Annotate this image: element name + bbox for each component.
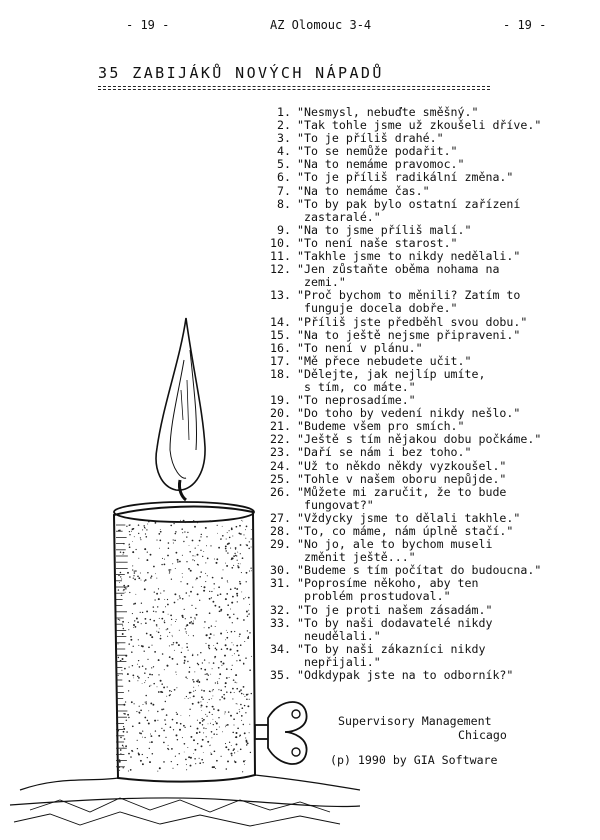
list-item-number: 16.	[270, 340, 291, 355]
copyright-line: (p) 1990 by GIA Software	[330, 753, 498, 767]
list-item-number: 7.	[277, 183, 291, 198]
list-item-text: "To je příliš radikální změna."	[297, 170, 514, 185]
list-item-text: "To neprosadíme."	[297, 393, 416, 408]
list-item-number: 33.	[270, 615, 291, 630]
list-item-number: 31.	[270, 576, 291, 591]
list-item-number: 15.	[270, 327, 291, 342]
list-item-text: "To by naši dodavatelé nikdy	[297, 615, 493, 630]
list-item-text: změnit ještě..."	[297, 550, 416, 565]
list-item-text: "To se nemůže podařit."	[297, 144, 458, 159]
list-item-number: 9.	[277, 222, 291, 237]
list-item-text: "Budeme všem pro smích."	[297, 419, 465, 434]
list-item-text: neudělali."	[297, 628, 381, 643]
page-number-right: - 19 -	[503, 18, 547, 32]
list-item-text: "To není v plánu."	[297, 340, 423, 355]
list-item-number: 13.	[270, 288, 291, 303]
list-item-text: "Tohle v našem oboru nepůjde."	[297, 471, 507, 486]
list-item-text: funguje docela dobře."	[297, 301, 458, 316]
list-item-text: "Takhle jsme to nikdy nedělali."	[297, 249, 521, 264]
list-item-text: "Proč bychom to měnili? Zatím to	[297, 288, 521, 303]
list-item-number: 12.	[270, 262, 291, 277]
list-item-number: 30.	[270, 563, 291, 578]
list-item-text: "To by naši zákazníci nikdy	[297, 641, 486, 656]
list-item-text: "Daří se nám i bez toho."	[297, 445, 472, 460]
list-item-text: "Budeme s tím počítat do budoucna."	[297, 563, 542, 578]
list-item-text: "To není naše starost."	[297, 235, 458, 250]
list-item-number: 24.	[270, 458, 291, 473]
list-item-text: "Tak tohle jsme už zkoušeli dříve."	[297, 118, 542, 133]
list-item-text: "To je proti našem zásadám."	[297, 602, 493, 617]
list-item-number: 26.	[270, 484, 291, 499]
article-title: 35 ZABIJÁKŮ NOVÝCH NÁPADŮ	[98, 64, 384, 82]
list-item-text: "To je příliš drahé."	[297, 131, 444, 146]
list-item-text: zemi."	[297, 275, 346, 290]
list-item-text: "Už to někdo někdy vyzkoušel."	[297, 458, 507, 473]
list-item-text: "Příliš jste předběhl svou dobu."	[297, 314, 528, 329]
list-item-text: "Odkdypak jste na to odborník?"	[297, 668, 514, 683]
list-item-text: "Jen zůstaňte oběma nohama na	[297, 262, 500, 277]
list-item-number: 20.	[270, 406, 291, 421]
page-number-left: - 19 -	[126, 18, 170, 32]
list-item-text: "Na to jsme příliš malí."	[297, 222, 472, 237]
list-item-number: 5.	[277, 157, 291, 172]
list-item-number: 6.	[277, 170, 291, 185]
list-item-number: 27.	[270, 510, 291, 525]
list-item-text: "Na to nemáme čas."	[297, 183, 430, 198]
list-item-text: "Mě přece nebudete učit."	[297, 353, 472, 368]
source-credit: Supervisory Management	[338, 714, 492, 728]
list-item-text: "To, co máme, nám úplně stačí."	[297, 524, 514, 538]
list-item-number: 4.	[277, 144, 291, 159]
list-item-number: 11.	[270, 249, 291, 264]
list-item-number: 22.	[270, 432, 291, 447]
list-item-number: 29.	[270, 537, 291, 552]
list-item-number: 2.	[277, 118, 291, 133]
list-item-number: 14.	[270, 314, 291, 329]
list-item-text: fungovat?"	[297, 497, 374, 512]
list-item-number: 17.	[270, 353, 291, 368]
list-item-number: 32.	[270, 602, 291, 617]
list-item-number: 28.	[270, 524, 291, 538]
list-item-number: 8.	[277, 196, 291, 211]
list-item-text: zastaralé."	[297, 209, 381, 224]
list-item-number: 3.	[277, 131, 291, 146]
list-item-text: s tím, co máte."	[297, 379, 416, 394]
list-item-number: 25.	[270, 471, 291, 486]
list-item-number: 21.	[270, 419, 291, 434]
list-item-number: 10.	[270, 235, 291, 250]
list-item-number: 23.	[270, 445, 291, 460]
list-item-text: "Dělejte, jak nejlíp umíte,	[297, 366, 486, 381]
list-item-text: "Můžete mi zaručit, že to bude	[297, 484, 507, 499]
list-item-number: 19.	[270, 393, 291, 408]
list-item-text: nepřijali."	[297, 654, 381, 669]
list-item-text: "No jo, ale to bychom museli	[297, 537, 493, 552]
list-item-number: 18.	[270, 366, 291, 381]
list-item-text: "Poprosíme někoho, aby ten	[297, 576, 479, 591]
list-item-number: 35.	[270, 668, 291, 683]
list-item-text: "To by pak bylo ostatní zařízení	[297, 196, 521, 211]
list-item-text: "Na to ještě nejsme připraveni."	[297, 327, 521, 342]
list-item-text: problém prostudoval."	[297, 589, 451, 604]
list-item-text: "Nesmysl, nebuďte směšný."	[297, 105, 479, 119]
list-item-text: "Na to nemáme pravomoc."	[297, 157, 465, 172]
publication-title: AZ Olomouc 3-4	[270, 18, 372, 32]
list-item-number: 34.	[270, 641, 291, 656]
list-item-text: "Ještě s tím nějakou dobu počkáme."	[297, 432, 542, 447]
list-item-number: 1.	[277, 105, 291, 119]
list-item-text: "Do toho by vedení nikdy nešlo."	[297, 406, 521, 421]
source-city: Chicago	[458, 728, 507, 742]
list-item-text: "Vždycky jsme to dělali takhle."	[297, 510, 521, 525]
